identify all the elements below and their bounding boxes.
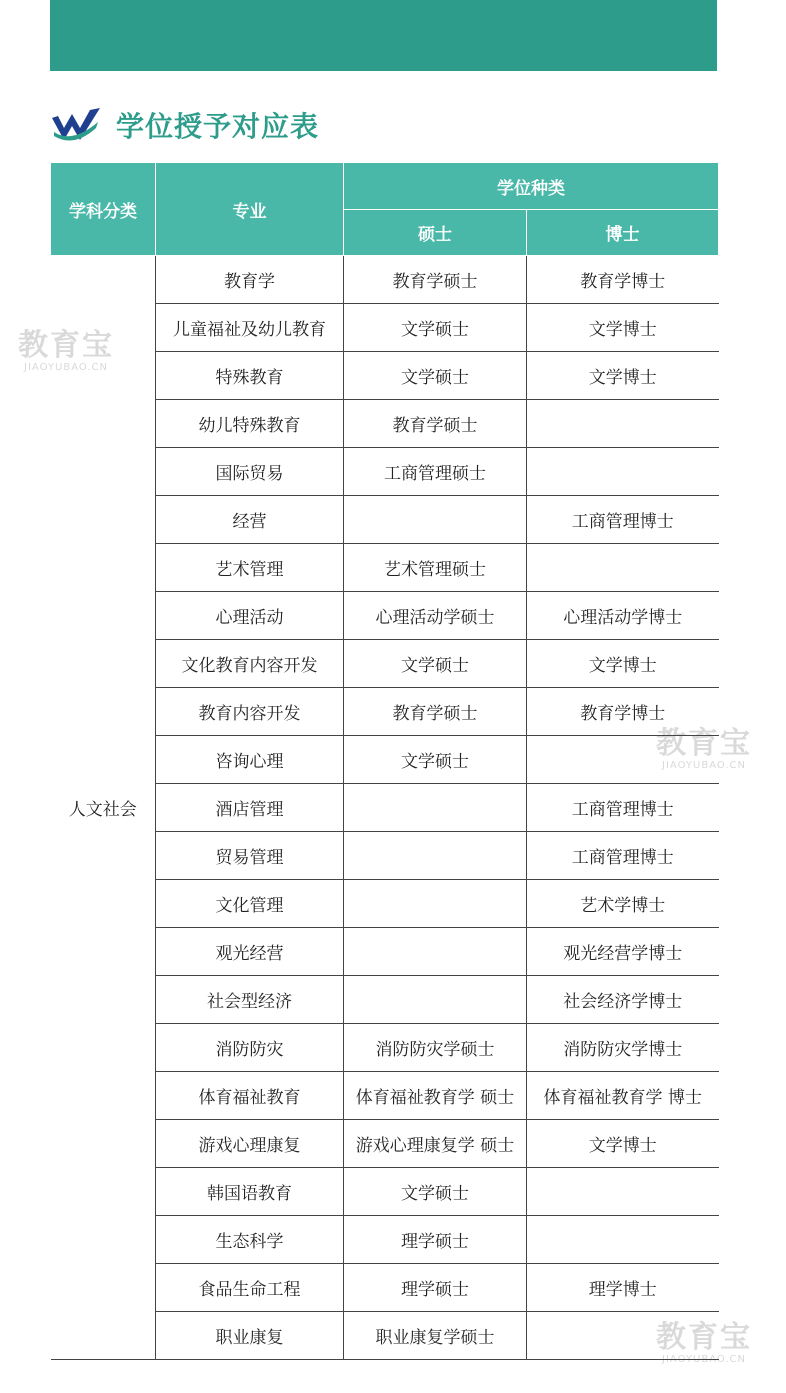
header-degree-type: 学位种类: [344, 163, 719, 210]
master-degree-cell: [344, 976, 527, 1024]
major-cell: 教育内容开发: [156, 688, 344, 736]
doctor-degree-cell: 教育学博士: [527, 256, 719, 304]
doctor-degree-cell: 理学博士: [527, 1264, 719, 1312]
master-degree-cell: [344, 880, 527, 928]
page-title: 学位授予对应表: [116, 110, 320, 143]
category-cell: 人文社会: [51, 256, 156, 1360]
header-doctor: 博士: [527, 210, 719, 256]
major-cell: 咨询心理: [156, 736, 344, 784]
doctor-degree-cell: 工商管理博士: [527, 784, 719, 832]
doctor-degree-cell: 社会经济学博士: [527, 976, 719, 1024]
master-degree-cell: 教育学硕士: [344, 256, 527, 304]
doctor-degree-cell: 艺术学博士: [527, 880, 719, 928]
major-cell: 职业康复: [156, 1312, 344, 1360]
master-degree-cell: 文学硕士: [344, 640, 527, 688]
doctor-degree-cell: [527, 1216, 719, 1264]
master-degree-cell: 教育学硕士: [344, 400, 527, 448]
major-cell: 生态科学: [156, 1216, 344, 1264]
major-cell: 酒店管理: [156, 784, 344, 832]
doctor-degree-cell: [527, 1312, 719, 1360]
master-degree-cell: [344, 784, 527, 832]
major-cell: 文化教育内容开发: [156, 640, 344, 688]
table-row: [51, 256, 719, 304]
table-body: [51, 256, 719, 1360]
major-cell: 儿童福祉及幼儿教育: [156, 304, 344, 352]
master-degree-cell: 体育福祉教育学 硕士: [344, 1072, 527, 1120]
master-degree-cell: 文学硕士: [344, 304, 527, 352]
master-degree-cell: [344, 832, 527, 880]
doctor-degree-cell: [527, 400, 719, 448]
major-cell: 消防防灾: [156, 1024, 344, 1072]
major-cell: 心理活动: [156, 592, 344, 640]
major-cell: 观光经营: [156, 928, 344, 976]
header-master: 硕士: [344, 210, 527, 256]
major-cell: 经营: [156, 496, 344, 544]
master-degree-cell: 文学硕士: [344, 1168, 527, 1216]
doctor-degree-cell: 观光经营学博士: [527, 928, 719, 976]
master-degree-cell: 艺术管理硕士: [344, 544, 527, 592]
doctor-degree-cell: 文学博士: [527, 352, 719, 400]
master-degree-cell: 职业康复学硕士: [344, 1312, 527, 1360]
master-degree-cell: 教育学硕士: [344, 688, 527, 736]
doctor-degree-cell: 文学博士: [527, 304, 719, 352]
doctor-degree-cell: [527, 448, 719, 496]
doctor-degree-cell: 工商管理博士: [527, 496, 719, 544]
watermark: 教育宝 JIAOYUBAO.CN: [18, 328, 114, 373]
major-cell: 教育学: [156, 256, 344, 304]
major-cell: 社会型经济: [156, 976, 344, 1024]
doctor-degree-cell: 教育学博士: [527, 688, 719, 736]
master-degree-cell: 文学硕士: [344, 352, 527, 400]
major-cell: 国际贸易: [156, 448, 344, 496]
doctor-degree-cell: 文学博士: [527, 1120, 719, 1168]
major-cell: 体育福祉教育: [156, 1072, 344, 1120]
watermark: 教育宝 JIAOYUBAO.CN: [656, 726, 752, 771]
master-degree-cell: 消防防灾学硕士: [344, 1024, 527, 1072]
major-cell: 食品生命工程: [156, 1264, 344, 1312]
doctor-degree-cell: 消防防灾学博士: [527, 1024, 719, 1072]
major-cell: 贸易管理: [156, 832, 344, 880]
major-cell: 幼儿特殊教育: [156, 400, 344, 448]
master-degree-cell: [344, 496, 527, 544]
master-degree-cell: [344, 928, 527, 976]
logo-icon: [50, 104, 102, 146]
major-cell: 韩国语教育: [156, 1168, 344, 1216]
master-degree-cell: 理学硕士: [344, 1216, 527, 1264]
header-major: 专业: [156, 163, 344, 256]
watermark: 教育宝 JIAOYUBAO.CN: [656, 1320, 752, 1365]
degree-table: [50, 162, 719, 1360]
major-cell: 艺术管理: [156, 544, 344, 592]
section-heading: [50, 100, 319, 150]
doctor-degree-cell: [527, 544, 719, 592]
doctor-degree-cell: 工商管理博士: [527, 832, 719, 880]
master-degree-cell: 心理活动学硕士: [344, 592, 527, 640]
top-banner: [50, 0, 717, 71]
doctor-degree-cell: [527, 736, 719, 784]
doctor-degree-cell: 心理活动学博士: [527, 592, 719, 640]
master-degree-cell: 文学硕士: [344, 736, 527, 784]
doctor-degree-cell: [527, 1168, 719, 1216]
major-cell: 文化管理: [156, 880, 344, 928]
major-cell: 特殊教育: [156, 352, 344, 400]
doctor-degree-cell: 文学博士: [527, 640, 719, 688]
master-degree-cell: 工商管理硕士: [344, 448, 527, 496]
master-degree-cell: 理学硕士: [344, 1264, 527, 1312]
header-category: 学科分类: [51, 163, 156, 256]
major-cell: 游戏心理康复: [156, 1120, 344, 1168]
master-degree-cell: 游戏心理康复学 硕士: [344, 1120, 527, 1168]
doctor-degree-cell: 体育福祉教育学 博士: [527, 1072, 719, 1120]
